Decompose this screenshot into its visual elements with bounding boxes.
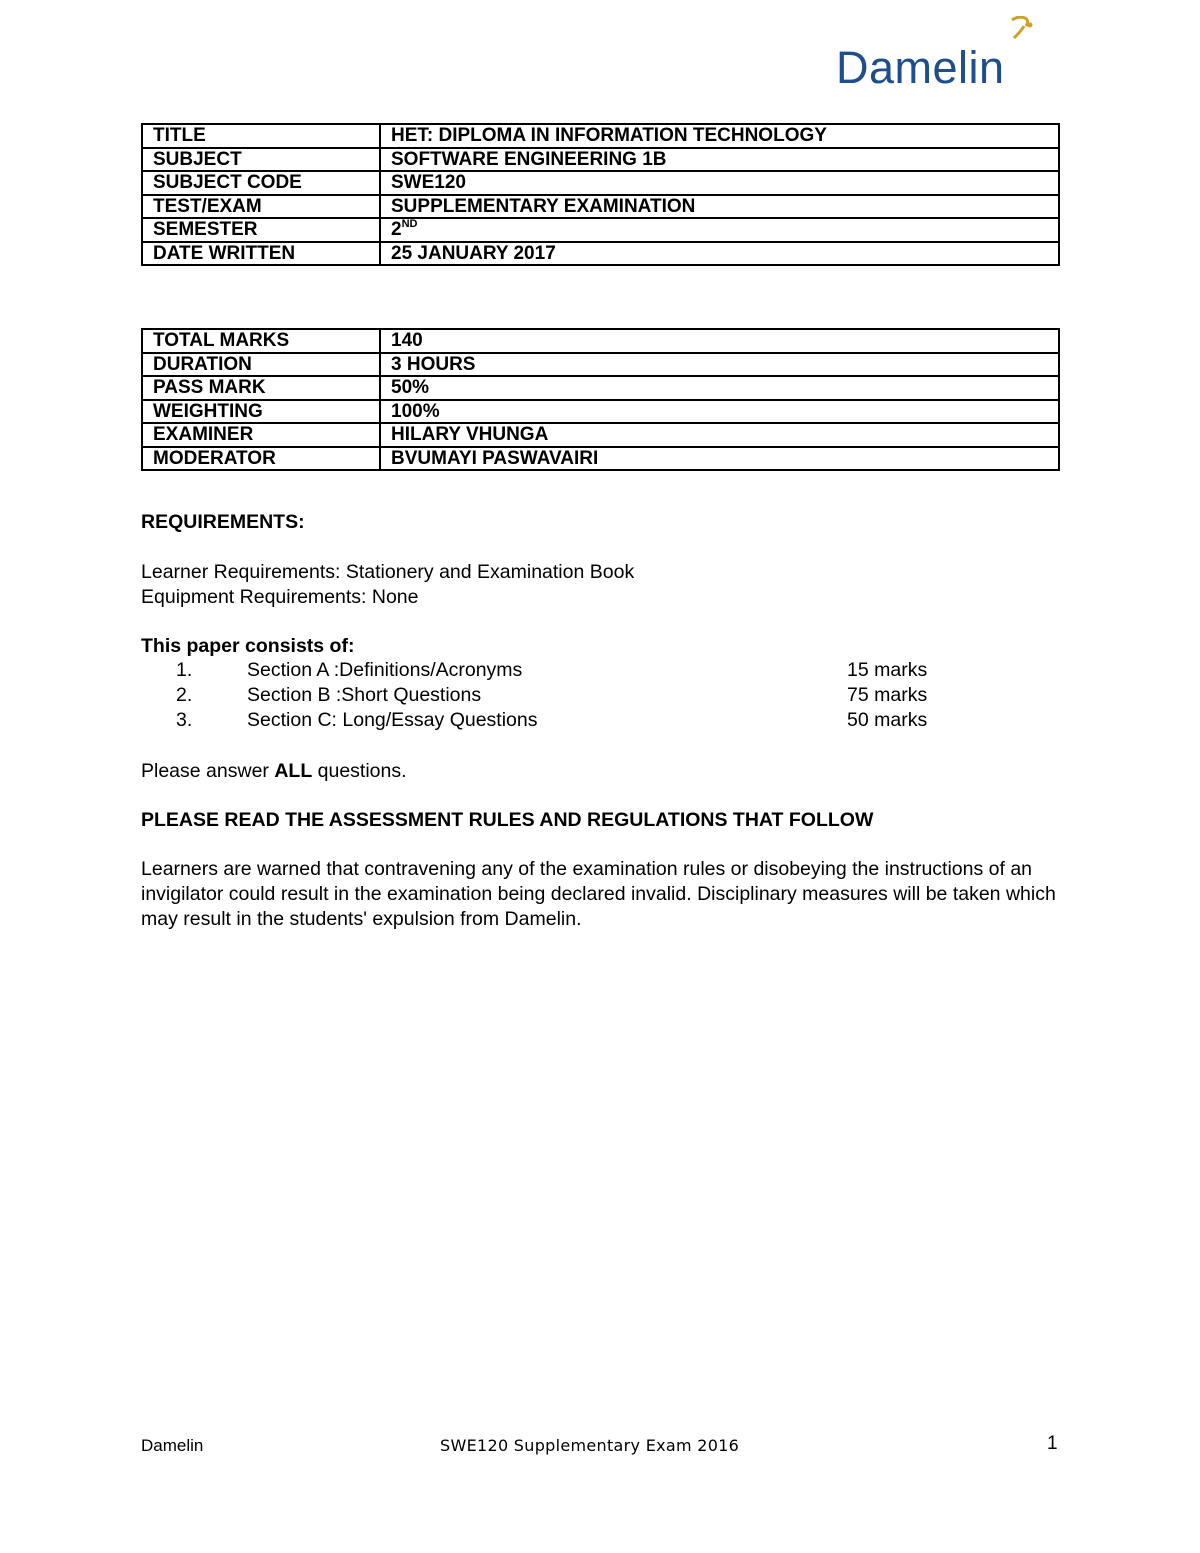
row-value: 50% <box>380 376 1059 400</box>
table-row <box>142 124 1059 148</box>
equipment-requirements: Equipment Requirements: None <box>141 586 419 608</box>
logo-wordmark: Damelin <box>836 42 1005 93</box>
row-value: SWE120 <box>380 171 1059 195</box>
row-label: TOTAL MARKS <box>142 329 380 353</box>
row-value <box>380 218 1059 242</box>
row-value: SUPPLEMENTARY EXAMINATION <box>380 195 1059 219</box>
table-row <box>142 171 1059 195</box>
exam-info-table <box>141 123 1060 266</box>
row-label: MODERATOR <box>142 447 380 471</box>
footer-institution: Damelin <box>141 1436 204 1455</box>
row-label: TEST/EXAM <box>142 195 380 219</box>
table-row <box>142 447 1059 471</box>
section-marks: 75 marks <box>847 684 928 706</box>
row-label: SEMESTER <box>142 218 380 242</box>
table-row <box>142 242 1059 266</box>
damelin-logo <box>836 16 1066 93</box>
answer-instruction <box>141 759 407 784</box>
table-row <box>142 423 1059 447</box>
list-item <box>141 709 961 734</box>
table-row <box>142 148 1059 172</box>
section-marks: 15 marks <box>847 659 928 681</box>
answer-emphasis: ALL <box>274 760 313 782</box>
semester-ordinal: ND <box>401 218 418 231</box>
rules-heading: PLEASE READ THE ASSESSMENT RULES AND REGULATIONS THAT FOLLOW <box>141 809 874 831</box>
warning-paragraph: Learners are warned that contravening any of the examination rules or disobeying the instructions of an invigilator could result in the examination being declared invalid. Disciplinary measures will be taken which may result in the students' expulsion from Damelin. <box>141 858 1056 930</box>
answer-before: Please answer <box>141 760 275 782</box>
row-value: 25 JANUARY 2017 <box>380 242 1059 266</box>
row-label: EXAMINER <box>142 423 380 447</box>
row-value: 140 <box>380 329 1059 353</box>
table-row <box>142 400 1059 424</box>
table-row <box>142 218 1059 242</box>
row-label: DURATION <box>142 353 380 377</box>
row-value: HET: DIPLOMA IN INFORMATION TECHNOLOGY <box>380 124 1059 148</box>
row-label: WEIGHTING <box>142 400 380 424</box>
section-label: Section C: Long/Essay Questions <box>247 709 538 731</box>
table-row <box>142 376 1059 400</box>
list-item <box>141 684 961 709</box>
section-number: 2. <box>176 684 193 706</box>
learner-requirements: Learner Requirements: Stationery and Examination Book <box>141 561 635 583</box>
row-value: SOFTWARE ENGINEERING 1B <box>380 148 1059 172</box>
row-label: TITLE <box>142 124 380 148</box>
table-row <box>142 195 1059 219</box>
row-value: HILARY VHUNGA <box>380 423 1059 447</box>
table-row <box>142 353 1059 377</box>
footer-title: SWE120 Supplementary Exam 2016 <box>440 1436 740 1455</box>
row-label: SUBJECT <box>142 148 380 172</box>
section-label: Section B :Short Questions <box>247 684 482 706</box>
row-value: 3 HOURS <box>380 353 1059 377</box>
row-value: 100% <box>380 400 1059 424</box>
row-label: PASS MARK <box>142 376 380 400</box>
section-number: 1. <box>176 659 193 681</box>
page-number: 1 <box>1047 1433 1058 1454</box>
answer-after: questions. <box>312 760 407 782</box>
section-marks: 50 marks <box>847 709 928 731</box>
semester-number: 2 <box>391 219 402 241</box>
table-row <box>142 329 1059 353</box>
marks-info-table <box>141 328 1060 471</box>
requirements-heading: REQUIREMENTS: <box>141 511 305 533</box>
row-value: BVUMAYI PASWAVAIRI <box>380 447 1059 471</box>
logo-swirl-icon <box>1006 16 1036 40</box>
row-label: SUBJECT CODE <box>142 171 380 195</box>
paper-heading: This paper consists of: <box>141 635 355 657</box>
row-label: DATE WRITTEN <box>142 242 380 266</box>
section-number: 3. <box>176 709 193 731</box>
section-label: Section A :Definitions/Acronyms <box>247 659 523 681</box>
list-item <box>141 659 961 684</box>
